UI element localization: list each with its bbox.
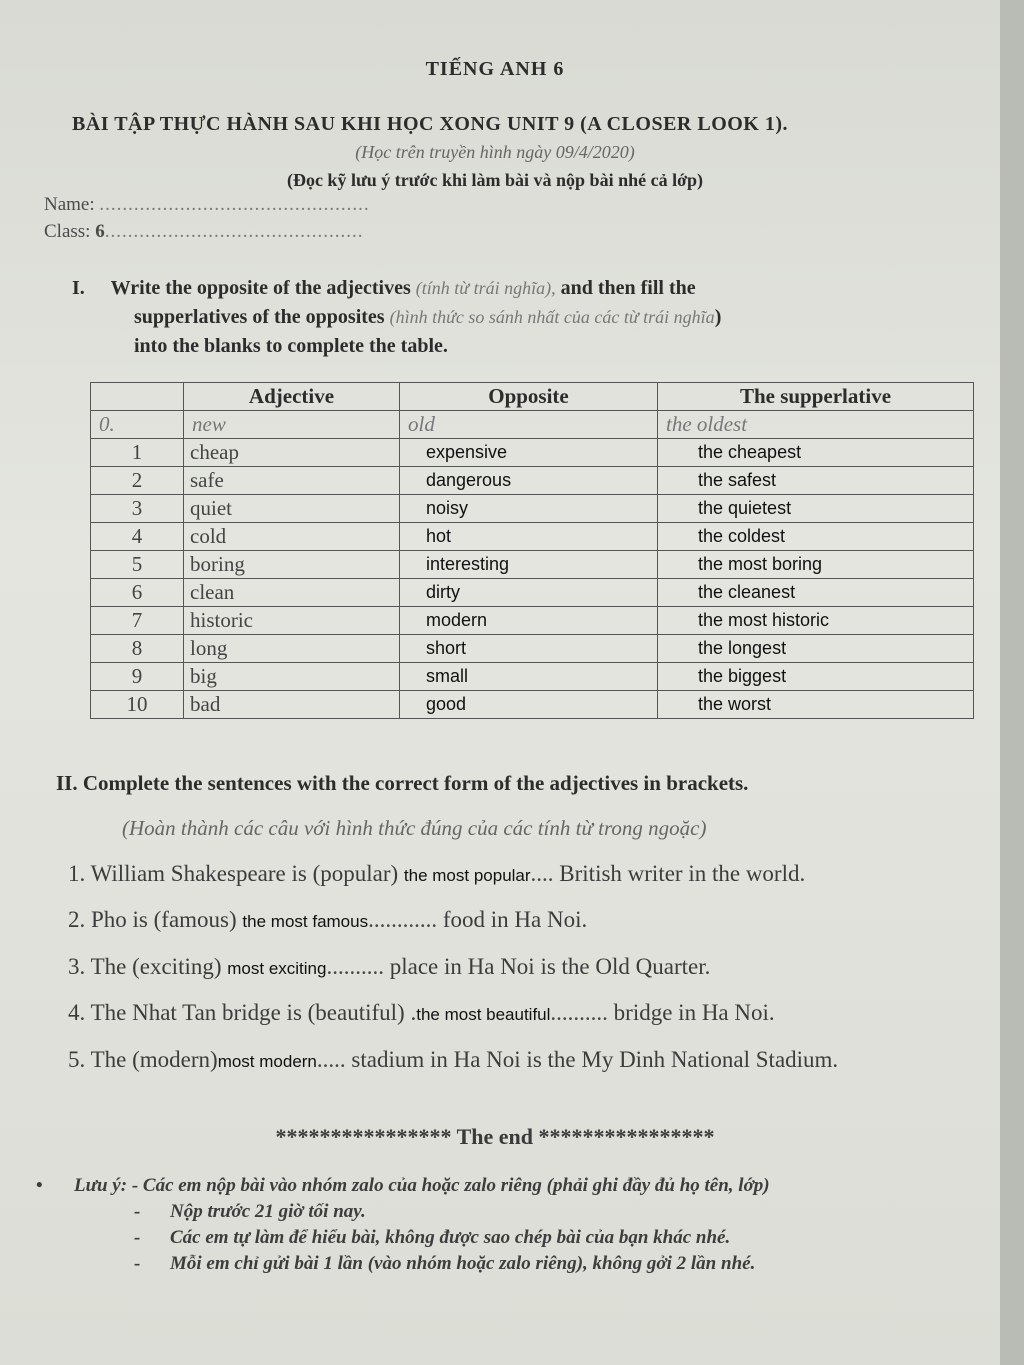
table-row — [91, 663, 974, 691]
sentence-blank: ............ — [368, 907, 438, 932]
sentence-rest: place in Ha Noi is the Old Quarter. — [389, 954, 711, 979]
cell-opposite: expensive — [400, 439, 658, 467]
section-2-note: (Hoàn thành các câu với hình thức đúng của các tính từ trong ngoặc) — [122, 816, 707, 840]
example-row — [91, 411, 974, 439]
sentence-rest: stadium in Ha Noi is the My Dinh National Stadium. — [351, 1047, 839, 1072]
sentence-prompt: The (modern) — [90, 1047, 218, 1072]
sentence-answer: the most famous — [242, 912, 369, 931]
sentence-number: 2. — [68, 907, 86, 932]
sentence-rest: bridge in Ha Noi. — [613, 1000, 775, 1025]
page-edge — [1000, 0, 1024, 1365]
cell-superlative: the quietest — [658, 495, 974, 523]
section-1-text-b: and then fill the — [560, 277, 696, 299]
cell-superlative: the most boring — [658, 551, 974, 579]
dash-marker: - — [134, 1201, 141, 1222]
cell-number: 9 — [91, 663, 184, 691]
cell-adjective: cold — [184, 523, 400, 551]
cell-opposite: dangerous — [400, 467, 658, 495]
note-item: Mỗi em chỉ gửi bài 1 lần (vào nhóm hoặc zalo riêng), không gởi 2 lần nhé. — [170, 1253, 756, 1274]
name-field — [44, 194, 370, 216]
cell-superlative: the oldest — [658, 411, 974, 439]
cell-opposite: interesting — [400, 551, 658, 579]
table-row — [91, 635, 974, 663]
sentence-prompt: Pho is (famous) — [91, 907, 237, 932]
sentence-answer: the most popular — [403, 866, 531, 885]
sentence-number: 1. — [68, 861, 86, 886]
sentence-blank: .......... — [326, 954, 384, 979]
cell-opposite: noisy — [400, 495, 658, 523]
section-1-close-paren: ) — [714, 306, 722, 328]
sentence-answer: most exciting — [227, 959, 327, 978]
sentence-2 — [68, 907, 587, 933]
table-row — [91, 467, 974, 495]
class-blank: ............................................. — [104, 221, 364, 242]
cell-superlative: the worst — [658, 691, 974, 719]
sentence-prompt: William Shakespeare is (popular) — [90, 861, 399, 886]
sentence-3 — [68, 954, 710, 980]
cell-adjective: new — [184, 411, 400, 439]
sentence-answer: most modern — [217, 1052, 317, 1071]
adjectives-table — [90, 382, 974, 719]
cell-opposite: hot — [400, 523, 658, 551]
cell-adjective: quiet — [184, 495, 400, 523]
section-1-text-d: into the blanks to complete the table. — [134, 335, 448, 357]
cell-adjective: cheap — [184, 439, 400, 467]
cell-superlative: the biggest — [658, 663, 974, 691]
sentence-rest: British writer in the world. — [559, 861, 806, 886]
dash-marker: - — [134, 1253, 141, 1274]
cell-opposite: short — [400, 635, 658, 663]
cell-number: 5 — [91, 551, 184, 579]
cell-adjective: bad — [184, 691, 400, 719]
section-1-text-a: Write the opposite of the adjectives — [110, 277, 411, 299]
cell-adjective: long — [184, 635, 400, 663]
cell-superlative: the longest — [658, 635, 974, 663]
page-title: TIẾNG ANH 6 — [425, 58, 565, 80]
name-label: Name: — [44, 194, 95, 215]
sentence-number: 4. — [68, 1000, 86, 1025]
cell-number: 4 — [91, 523, 184, 551]
cell-opposite: small — [400, 663, 658, 691]
dash-marker: - — [134, 1227, 141, 1248]
table-row — [91, 439, 974, 467]
cell-superlative: the most historic — [658, 607, 974, 635]
table-header-row — [91, 383, 974, 411]
note-item: Nộp trước 21 giờ tối nay. — [170, 1201, 366, 1222]
bullet-icon: • — [36, 1175, 43, 1196]
table-row — [91, 523, 974, 551]
the-end-banner: **************** The end **************** — [275, 1124, 715, 1149]
cell-number: 7 — [91, 607, 184, 635]
cell-number: 0. — [91, 411, 184, 439]
sentence-blank: .......... — [550, 1000, 608, 1025]
table-row — [91, 691, 974, 719]
header-number — [91, 383, 184, 411]
sentence-blank: .... — [530, 861, 554, 886]
section-1-note-b: (hình thức so sánh nhất của các từ trái nghĩa — [389, 307, 715, 327]
sentence-rest: food in Ha Noi. — [442, 907, 588, 932]
sentence-answer: the most beautiful — [416, 1005, 551, 1024]
notes-main: Lưu ý: - Các em nộp bài vào nhóm zalo của hoặc zalo riêng (phải ghi đầy đủ họ tên, lớp) — [74, 1175, 770, 1196]
section-1-number: I. — [72, 277, 85, 299]
table-row — [91, 495, 974, 523]
cell-number: 1 — [91, 439, 184, 467]
broadcast-date-note: (Học trên truyền hình ngày 09/4/2020) — [355, 142, 635, 162]
note-item: Các em tự làm để hiểu bài, không được sao chép bài của bạn khác nhé. — [170, 1227, 731, 1248]
sentence-blank: ..... — [316, 1047, 346, 1072]
cell-opposite: good — [400, 691, 658, 719]
cell-superlative: the cleanest — [658, 579, 974, 607]
cell-number: 3 — [91, 495, 184, 523]
cell-number: 2 — [91, 467, 184, 495]
section-1-text-c: supperlatives of the opposites — [134, 306, 385, 328]
cell-opposite: modern — [400, 607, 658, 635]
class-label: Class: — [44, 221, 91, 242]
sentence-number: 3. — [68, 954, 86, 979]
cell-adjective: boring — [184, 551, 400, 579]
cell-adjective: historic — [184, 607, 400, 635]
header-opposite: Opposite — [400, 383, 658, 411]
cell-opposite: dirty — [400, 579, 658, 607]
sentence-prompt: The (exciting) — [90, 954, 222, 979]
notes-block — [36, 1175, 956, 1275]
cell-number: 10 — [91, 691, 184, 719]
class-value: 6 — [95, 221, 105, 242]
table-row — [91, 579, 974, 607]
section-1-instructions — [72, 274, 932, 361]
instruction-note: (Đọc kỹ lưu ý trước khi làm bài và nộp bài nhé cả lớp) — [286, 170, 704, 190]
header-superlative: The supperlative — [658, 383, 974, 411]
cell-superlative: the cheapest — [658, 439, 974, 467]
sentence-prompt: The Nhat Tan bridge is (beautiful) . — [90, 1000, 417, 1025]
table-row — [91, 607, 974, 635]
cell-superlative: the coldest — [658, 523, 974, 551]
sentence-4 — [68, 1000, 775, 1026]
cell-adjective: clean — [184, 579, 400, 607]
sentence-number: 5. — [68, 1047, 86, 1072]
cell-number: 8 — [91, 635, 184, 663]
cell-superlative: the safest — [658, 467, 974, 495]
cell-opposite: old — [400, 411, 658, 439]
header-adjective: Adjective — [184, 383, 400, 411]
cell-adjective: safe — [184, 467, 400, 495]
section-2-heading: II. Complete the sentences with the correct form of the adjectives in brackets. — [56, 771, 749, 795]
worksheet-heading: BÀI TẬP THỰC HÀNH SAU KHI HỌC XONG UNIT 9 (A CLOSER LOOK 1). — [72, 113, 789, 135]
cell-number: 6 — [91, 579, 184, 607]
sentence-1 — [68, 861, 805, 887]
section-1-note-a: (tính từ trái nghĩa), — [415, 278, 556, 298]
sentence-5 — [68, 1047, 838, 1073]
cell-adjective: big — [184, 663, 400, 691]
name-blank: ............................................... — [99, 194, 370, 215]
table-row — [91, 551, 974, 579]
class-field — [44, 221, 363, 243]
